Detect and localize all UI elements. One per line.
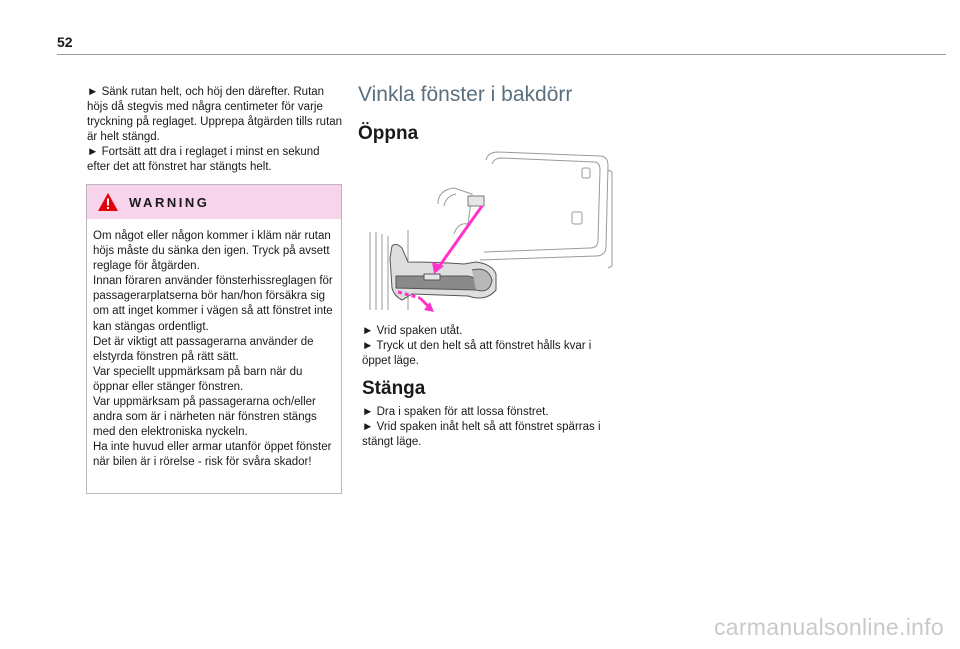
close-step: ► Vrid spaken inåt helt så att fönstret spärras i stängt läge. (362, 421, 601, 448)
warning-box (86, 184, 342, 494)
rear-window-latch-illustration (368, 150, 616, 314)
warning-line: Ha inte huvud eller armar utanför öppet fönster när bilen är i rörelse - risk för svåra skador! (93, 441, 332, 469)
section-title: Vinkla fönster i bakdörr (358, 83, 573, 106)
close-step: ► Dra i spaken för att lossa fönstret. (362, 406, 549, 418)
warning-body (87, 219, 341, 471)
open-title: Öppna (358, 123, 419, 144)
instruction-step: ► Fortsätt att dra i reglaget i minst en sekund efter det att fönstret har stängts helt. (87, 146, 320, 173)
open-steps (362, 324, 618, 369)
warning-header (87, 185, 341, 219)
left-column (87, 85, 343, 175)
right-column (358, 82, 618, 146)
warning-line: Var uppmärksam på passagerarna och/eller andra som är i närheten när fönstren stängs med den elektroniska nyckeln. (93, 396, 317, 439)
warning-line: Var speciellt uppmärksam på barn när du öppnar eller stänger fönstren. (93, 365, 303, 393)
open-step: ► Vrid spaken utåt. (362, 325, 463, 337)
warning-line: Det är viktigt att passagerarna använder de elstyrda fönstren på rätt sätt. (93, 335, 314, 363)
page-number: 52 (57, 34, 73, 50)
header-divider (57, 54, 946, 55)
open-step: ► Tryck ut den helt så att fönstret hålls kvar i öppet läge. (362, 340, 592, 367)
close-title: Stänga (362, 378, 426, 399)
warning-line: Innan föraren använder fönsterhissreglagen för passagerarplatserna bör han/hon försäkra sig om att inget kommer i vägen så att fönstret inte kan stängas ordentligt. (93, 275, 333, 333)
instruction-step: ► Sänk rutan helt, och höj den därefter. Rutan höjs då stegvis med några centimeter för varje tryckning på reglaget. Upprepa åtgärden tills rutan är helt stängd. (87, 86, 343, 143)
warning-title: WARNING (129, 194, 210, 210)
warning-line: Om något eller någon kommer i kläm när rutan höjs måste du sänka den igen. Tryck på avsett reglage för åtgärden. (93, 230, 331, 273)
warning-triangle-icon (97, 192, 119, 212)
close-steps (362, 405, 618, 450)
watermark: carmanualsonline.info (713, 614, 944, 640)
